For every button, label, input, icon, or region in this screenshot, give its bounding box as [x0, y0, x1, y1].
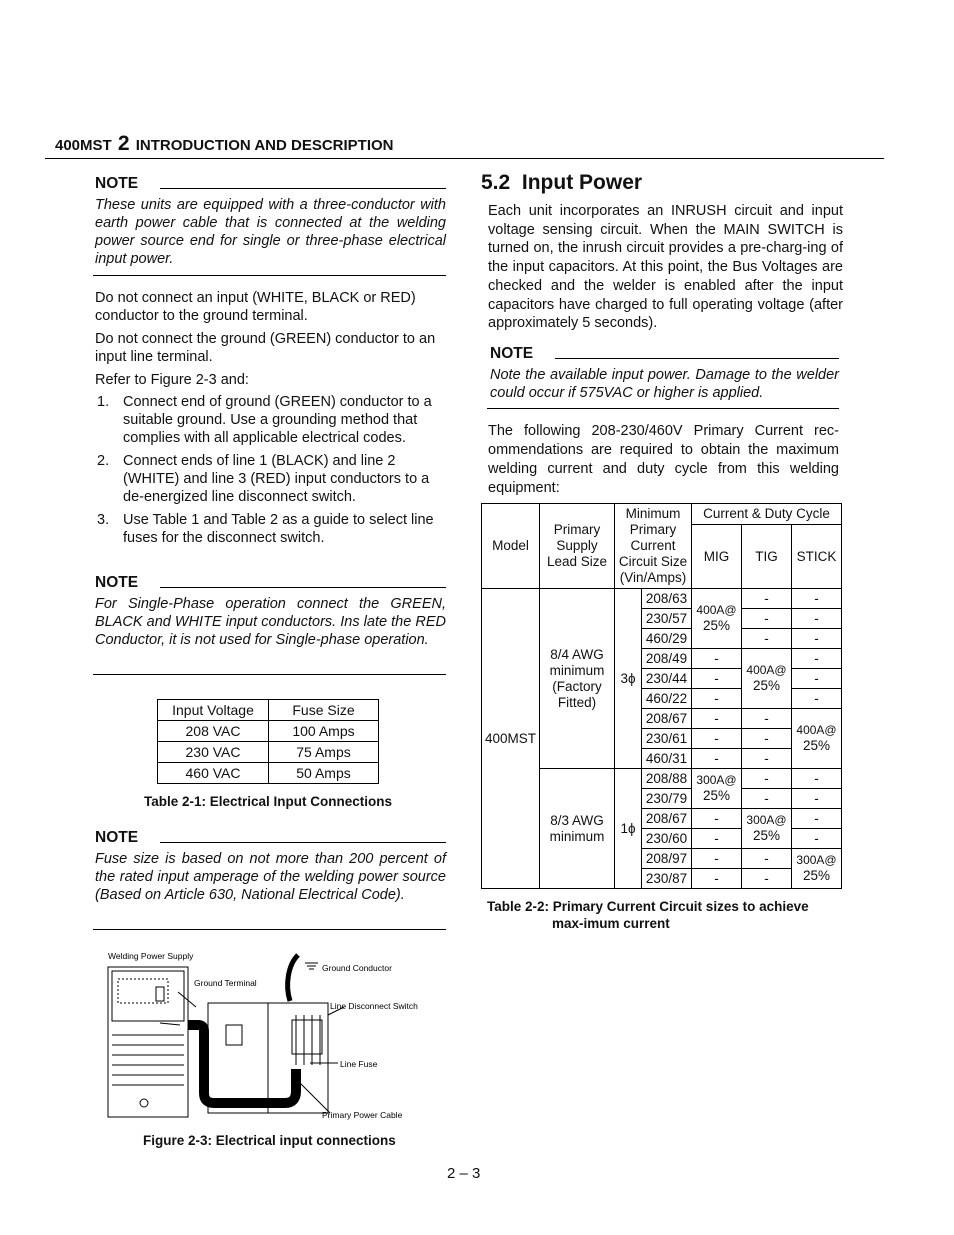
list-item: 2. Connect ends of line 1 (BLACK) and line 2 (WHITE) and line 3 (RED) input conductors to a de-energized line disconnect switch.	[97, 453, 430, 505]
table-header: Primary Supply Lead Size	[540, 504, 615, 589]
table-header: TIG	[742, 525, 792, 589]
table-row: 208/97 - - 300A@ 25%	[482, 849, 842, 869]
page-number: 2 – 3	[447, 1165, 481, 1182]
fuse-table	[157, 699, 379, 784]
paragraph: The following 208-230/460V Primary Current rec-ommendations are required to obtain the maximum welding current and duty cycle from this welding equipment:	[488, 423, 839, 496]
note-text: These units are equipped with a three-conductor with earth power cable that is connected at the welding power source end for single or three-phase electrical input power.	[95, 197, 446, 267]
paragraph: Do not connect an input (WHITE, BLACK or RED) conductor to the ground terminal.	[95, 290, 416, 324]
lead-size-cell: 8/3 AWG minimum	[540, 769, 615, 889]
table-row: 460/29 - -	[482, 629, 842, 649]
table-row: 230/44 - -	[482, 669, 842, 689]
note-text: For Single-Phase operation connect the GREEN, BLACK and WHITE input conductors. Ins late the RED Conductor, it is not used for Single-phase operation.	[95, 596, 446, 648]
note-right-rule	[487, 408, 839, 409]
table-row: 400MST 8/4 AWG minimum (Factory Fitted) 3ϕ 208/63 400A@ 25% - -	[482, 589, 842, 609]
table-row: 208/67 - - 400A@ 25%	[482, 709, 842, 729]
header-chapter-num: 2	[117, 132, 130, 155]
note-label: NOTE	[95, 829, 139, 846]
primary-current-table	[481, 503, 842, 889]
figure-label: Ground Conductor	[322, 963, 392, 973]
list-item: 3. Use Table 1 and Table 2 as a guide to select line fuses for the disconnect switch.	[97, 512, 434, 546]
table-row: 460 VAC 50 Amps	[158, 763, 379, 784]
phase-cell: 3ϕ	[615, 589, 642, 769]
table-row: 230/79 - -	[482, 789, 842, 809]
model-cell: 400MST	[482, 589, 540, 889]
table-row: 230/60 - -	[482, 829, 842, 849]
page-header	[55, 132, 394, 156]
table-header: Fuse Size	[269, 700, 379, 721]
note-2-rule	[93, 674, 446, 675]
note-text: Fuse size is based on not more than 200 percent of the rated input amperage of the welding power source (Based on Article 630, National Electrical Code).	[95, 851, 446, 903]
figure-label: Line Disconnect Switch	[330, 1001, 418, 1011]
table-row: 230 VAC 75 Amps	[158, 742, 379, 763]
note-label: NOTE	[490, 345, 534, 362]
header-rule	[45, 158, 884, 159]
table-row: 208/67 - 300A@ 25% -	[482, 809, 842, 829]
table-row: 230/87 - -	[482, 869, 842, 889]
table-row: 460/31 - -	[482, 749, 842, 769]
paragraph: Each unit incorporates an INRUSH circuit and input voltage sensing circuit. When the MAIN SWITCH is turned on, the inrush circuit provides a pre-charg-ing of the input capacitors. At this point, the Bus Voltages are checked and the welder is enabled after the input capacitors have charged to full operating voltage (after approximately 5 seconds).	[488, 203, 843, 332]
table-row: 230/61 - -	[482, 729, 842, 749]
table-row: 208/49 - 400A@ 25% -	[482, 649, 842, 669]
table-header: Minimum Primary Current Circuit Size (Vin/Amps)	[615, 504, 692, 589]
lead-size-cell: 8/4 AWG minimum (Factory Fitted)	[540, 589, 615, 769]
figure-caption: Figure 2-3: Electrical input connections	[143, 1133, 396, 1148]
note-label: NOTE	[95, 574, 139, 591]
figure-label: Ground Terminal	[194, 978, 257, 988]
left-body	[95, 289, 446, 552]
figure-label: Line Fuse	[340, 1059, 378, 1069]
note-right	[490, 345, 839, 402]
table-caption: Table 2-2: Primary Current Circuit sizes to achieve max-imum current	[487, 899, 809, 931]
table-header: MIG	[692, 525, 742, 589]
table-row: 460/22 - -	[482, 689, 842, 709]
power-supply-unit	[108, 967, 188, 1117]
section-title: 5.2 Input Power	[481, 171, 643, 194]
table-header: Model	[482, 504, 540, 589]
wall-panel	[208, 1003, 268, 1113]
ground-conductor	[288, 955, 298, 1001]
table-header: Current & Duty Cycle	[692, 504, 842, 525]
note-1	[95, 175, 446, 268]
note-2	[95, 574, 446, 649]
note-text: Note the available input power. Damage to the welder could occur if 575VAC or higher is applied.	[490, 367, 839, 401]
header-model: 400MST	[55, 137, 112, 154]
figure-label: Welding Power Supply	[108, 951, 194, 961]
steps-list	[95, 393, 446, 547]
table-row: 208 VAC 100 Amps	[158, 721, 379, 742]
paragraph: Do not connect the ground (GREEN) conductor to an input line terminal.	[95, 331, 436, 365]
list-item: 1. Connect end of ground (GREEN) conductor to a suitable ground. Use a grounding method that complies with all applicable electrical codes.	[97, 394, 432, 446]
table-header: Input Voltage	[158, 700, 269, 721]
note-label: NOTE	[95, 175, 139, 192]
figure-label: Primary Power Cable	[322, 1110, 403, 1120]
table-header: STICK	[792, 525, 842, 589]
phase-cell: 1ϕ	[615, 769, 642, 889]
note-1-rule	[93, 275, 446, 276]
header-chapter-title: INTRODUCTION AND DESCRIPTION	[135, 137, 394, 154]
table-row: 8/3 AWG minimum 1ϕ 208/88 300A@ 25% - -	[482, 769, 842, 789]
table-row: 230/57 - -	[482, 609, 842, 629]
table-caption: Table 2-1: Electrical Input Connections	[144, 794, 393, 809]
note-3	[95, 829, 446, 904]
note-3-rule	[93, 929, 446, 930]
paragraph: Refer to Figure 2-3 and:	[95, 372, 249, 388]
electrical-connections-figure	[100, 945, 435, 1125]
